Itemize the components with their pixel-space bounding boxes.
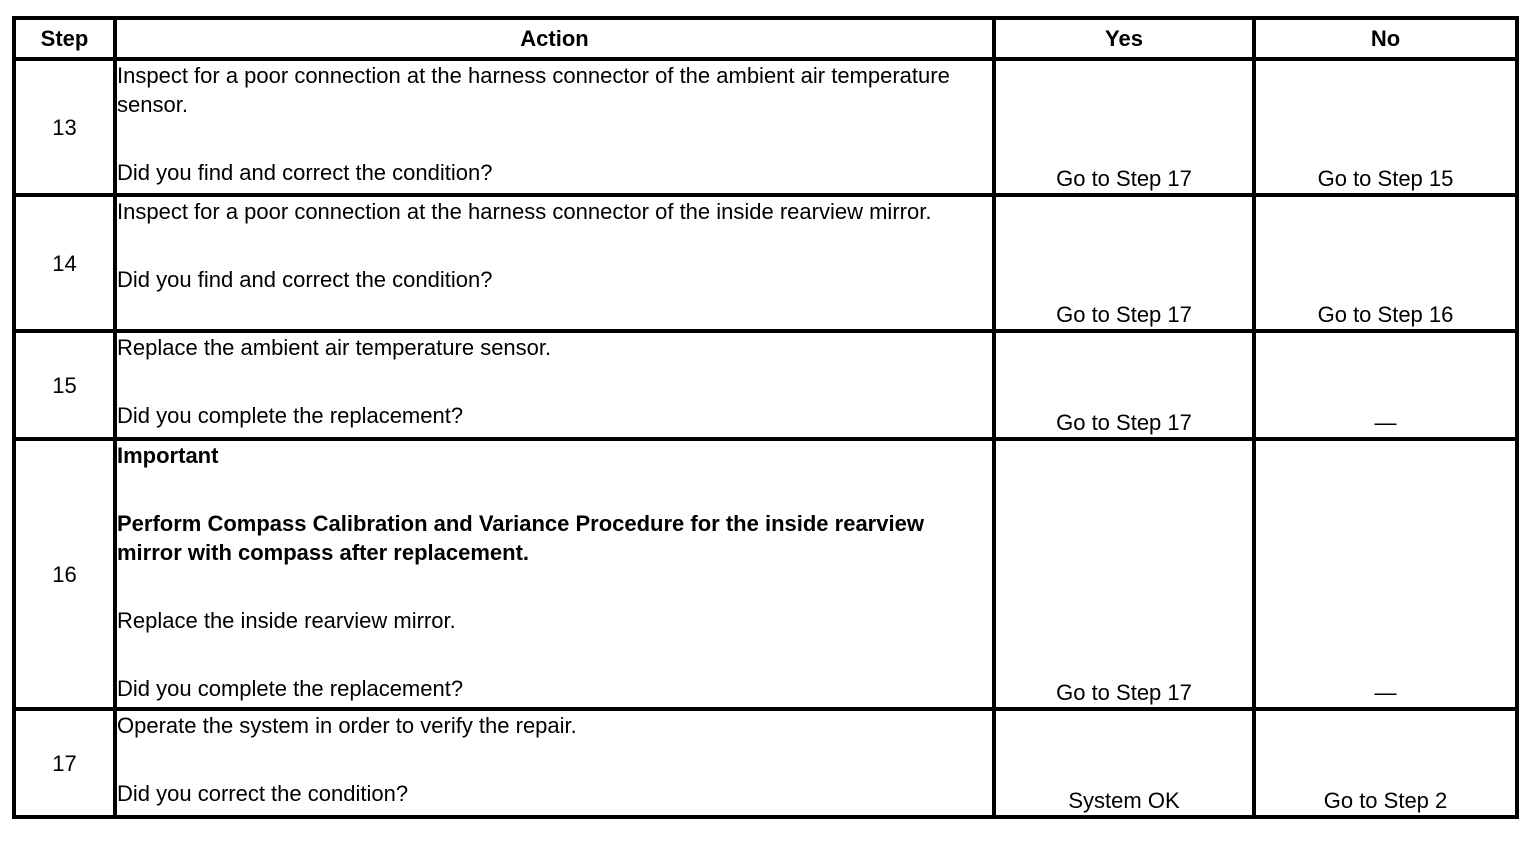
yes-result: Go to Step 17	[994, 195, 1254, 331]
action-text: Operate the system in order to verify the repair.	[117, 713, 577, 738]
important-note: Perform Compass Calibration and Variance Procedure for the inside rearview mirror with compass after replacement.	[117, 511, 924, 565]
header-no: No	[1254, 18, 1517, 59]
action-cell	[115, 439, 994, 709]
action-question: Did you find and correct the condition?	[117, 160, 493, 185]
yes-result: Go to Step 17	[994, 59, 1254, 195]
header-step: Step	[14, 18, 115, 59]
action-text: Replace the inside rearview mirror.	[117, 608, 456, 633]
action-question: Did you find and correct the condition?	[117, 267, 493, 292]
no-result: —	[1254, 331, 1517, 439]
header-action: Action	[115, 18, 994, 59]
header-row	[14, 18, 1517, 59]
table-row	[14, 195, 1517, 331]
no-result: —	[1254, 439, 1517, 709]
action-text: Inspect for a poor connection at the harness connector of the inside rearview mirror.	[117, 199, 932, 224]
yes-result: Go to Step 17	[994, 331, 1254, 439]
yes-result: Go to Step 17	[994, 439, 1254, 709]
no-result: Go to Step 15	[1254, 59, 1517, 195]
action-cell	[115, 331, 994, 439]
step-number: 17	[14, 709, 115, 817]
action-question: Did you complete the replacement?	[117, 676, 464, 701]
yes-result: System OK	[994, 709, 1254, 817]
table-row	[14, 59, 1517, 195]
action-text: Replace the ambient air temperature sensor.	[117, 335, 552, 360]
step-number: 16	[14, 439, 115, 709]
important-label: Important	[117, 443, 219, 468]
step-number: 13	[14, 59, 115, 195]
action-cell	[115, 195, 994, 331]
header-yes: Yes	[994, 18, 1254, 59]
step-number: 15	[14, 331, 115, 439]
table-row	[14, 709, 1517, 817]
no-result: Go to Step 2	[1254, 709, 1517, 817]
action-question: Did you correct the condition?	[117, 781, 409, 806]
step-number: 14	[14, 195, 115, 331]
table-row	[14, 331, 1517, 439]
action-question: Did you complete the replacement?	[117, 403, 464, 428]
action-cell	[115, 709, 994, 817]
table-row	[14, 439, 1517, 709]
diagnostic-table	[12, 16, 1519, 819]
action-cell	[115, 59, 994, 195]
no-result: Go to Step 16	[1254, 195, 1517, 331]
action-text: Inspect for a poor connection at the harness connector of the ambient air temperature sensor.	[117, 63, 950, 117]
